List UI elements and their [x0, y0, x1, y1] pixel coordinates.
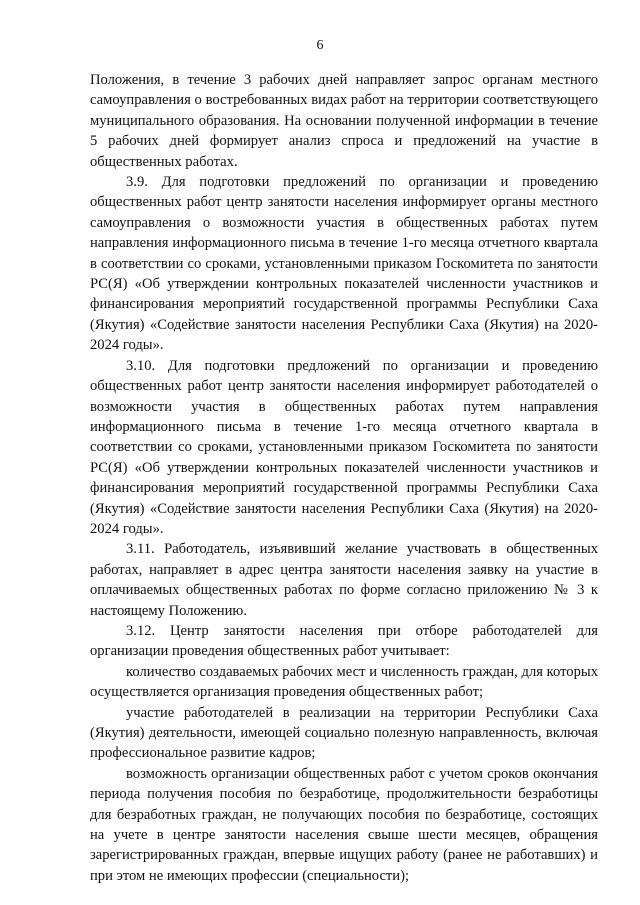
paragraph-3-11: [90, 539, 598, 621]
paragraph-3-10: [90, 356, 598, 540]
paragraph-text: возможность организации общественных работ с учетом сроков окончания периода получения пособия по безработице, продолжительности безработицы для безработных граждан, не получающих пособия по безработице, состоящих на учете в центре занятости населения свыше шести месяцев, обращения зарегистрированных граждан, впервые ищущих работу (ранее не работавших) и при этом не имеющих профессии (специальности);: [90, 765, 598, 884]
document-body: [90, 70, 598, 886]
paragraph-text: Для подготовки предложений по организации и проведению общественных работ центр занятости населения информирует органы местного самоуправления о возможности участия в общественных работах путем направления информационного письма в течение 1-го месяца отчетного квартала в соответствии со сроками, установленными приказом Госкомитета по занятости РС(Я) «Об утверждении контрольных показателей численности участников и финансирования мероприятий государственной программы Республики Саха (Якутия) «Содействие занятости населения Республики Саха (Якутия) на 2020-2024 годы».: [90, 174, 598, 354]
paragraph-text: участие работодателей в реализации на территории Республики Саха (Якутия) деятельности, имеющей социально полезную направленность, включая профессиональное развитие кадров;: [90, 704, 598, 762]
paragraph-text: Для подготовки предложений по организации и проведению общественных работ центр занятости населения информирует работодателей о возможности участия в общественных работах путем направления информационного письма в течение 1-го месяца отчетного квартала в соответствии со сроками, установленными приказом Госкомитета по занятости РС(Я) «Об утверждении контрольных показателей численности участников и финансирования мероприятий государственной программы Республики Саха (Якутия) «Содействие занятости населения Республики Саха (Якутия) на 2020-2024 годы».: [90, 357, 599, 537]
clause-number: 3.10.: [126, 357, 156, 374]
clause-number: 3.11.: [126, 541, 155, 558]
page-number: 6: [316, 38, 324, 53]
list-item-criteria-2: [90, 703, 598, 764]
paragraph-continuation: [90, 70, 598, 172]
paragraph-3-9: [90, 172, 598, 356]
paragraph-text: Работодатель, изъявивший желание участвовать в общественных работах, направляет в адрес центра занятости населения заявку на участие в оплачиваемых общественных работах по форме согласно приложению № 3 к настоящему Положению.: [90, 541, 598, 619]
paragraph-3-12: [90, 621, 598, 662]
list-item-criteria-3: [90, 764, 598, 886]
clause-number: 3.9.: [126, 174, 148, 191]
paragraph-text: Положения, в течение 3 рабочих дней направляет запрос органам местного самоуправления о востребованных видах работ на территории соответствующего муниципального образования. На основании полученной информации в течение 5 рабочих дней формирует анализ спроса и предложений на участие в общественных работах.: [90, 72, 598, 170]
list-item-criteria-1: [90, 662, 598, 703]
paragraph-text: Центр занятости населения при отборе работодателей для организации проведения общественных работ учитывает:: [90, 622, 598, 660]
clause-number: 3.12.: [126, 622, 156, 639]
paragraph-text: количество создаваемых рабочих мест и численность граждан, для которых осуществляется организация проведения общественных работ;: [90, 663, 598, 701]
